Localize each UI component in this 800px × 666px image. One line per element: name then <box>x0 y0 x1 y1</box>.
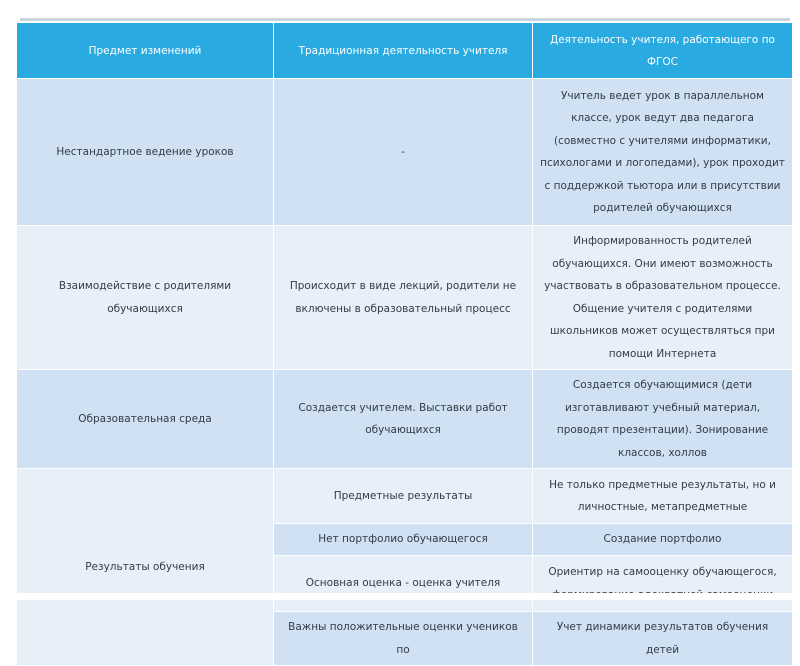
table-header-row <box>17 23 793 79</box>
cell-fgos: Ориентир на самооценку обучающегося, <box>533 556 793 612</box>
cell-traditional: - <box>274 79 533 226</box>
cell-fgos: Не только предметные результаты, но и личностные, метапредметные <box>533 469 793 524</box>
table-row <box>17 370 793 469</box>
top-divider <box>20 18 790 21</box>
cell-fgos: Создание портфолио <box>533 524 793 556</box>
table-row <box>17 226 793 370</box>
cell-subject: Нестандартное ведение уроков <box>17 79 274 226</box>
cell-traditional: Создается учителем. Выставки работ обучающихся <box>274 370 533 469</box>
cell-fgos: Создается обучающимися (дети изготавливают учебный материал, проводят презентации). Зонирование классов, холлов <box>533 370 793 469</box>
table-row <box>17 469 793 524</box>
cell-traditional: Нет портфолио обучающегося <box>274 524 533 556</box>
comparison-table <box>16 22 793 666</box>
cell-traditional: Важны положительные оценки учеников по <box>274 612 533 666</box>
cell-fgos: Учет динамики результатов обучения детей <box>533 612 793 666</box>
cell-traditional: Предметные результаты <box>274 469 533 524</box>
cell-subject: Результаты обучения <box>17 469 274 666</box>
header-traditional: Традиционная деятельность учителя <box>274 23 533 79</box>
bottom-edge <box>16 593 792 600</box>
table-row <box>17 79 793 226</box>
cell-subject: Образовательная среда <box>17 370 274 469</box>
header-fgos: Деятельность учителя, работающего по ФГОС <box>533 23 793 79</box>
cell-fgos: Информированность родителей обучающихся. Они имеют возможность участвовать в образовательном процессе. Общение учителя с родителями школьников может осуществляться при помощи Интернета <box>533 226 793 370</box>
cell-traditional: Происходит в виде лекций, родители не включены в образовательный процесс <box>274 226 533 370</box>
cell-subject: Взаимодействие с родителями обучающихся <box>17 226 274 370</box>
header-subject: Предмет изменений <box>17 23 274 79</box>
cell-fgos: Учитель ведет урок в параллельном классе, урок ведут два педагога (совместно с учителями информатики, психологами и логопедами), урок проходит с поддержкой тьютора или в присутствии родителей обучающихся <box>533 79 793 226</box>
cell-traditional: Основная оценка - оценка учителя <box>274 556 533 612</box>
